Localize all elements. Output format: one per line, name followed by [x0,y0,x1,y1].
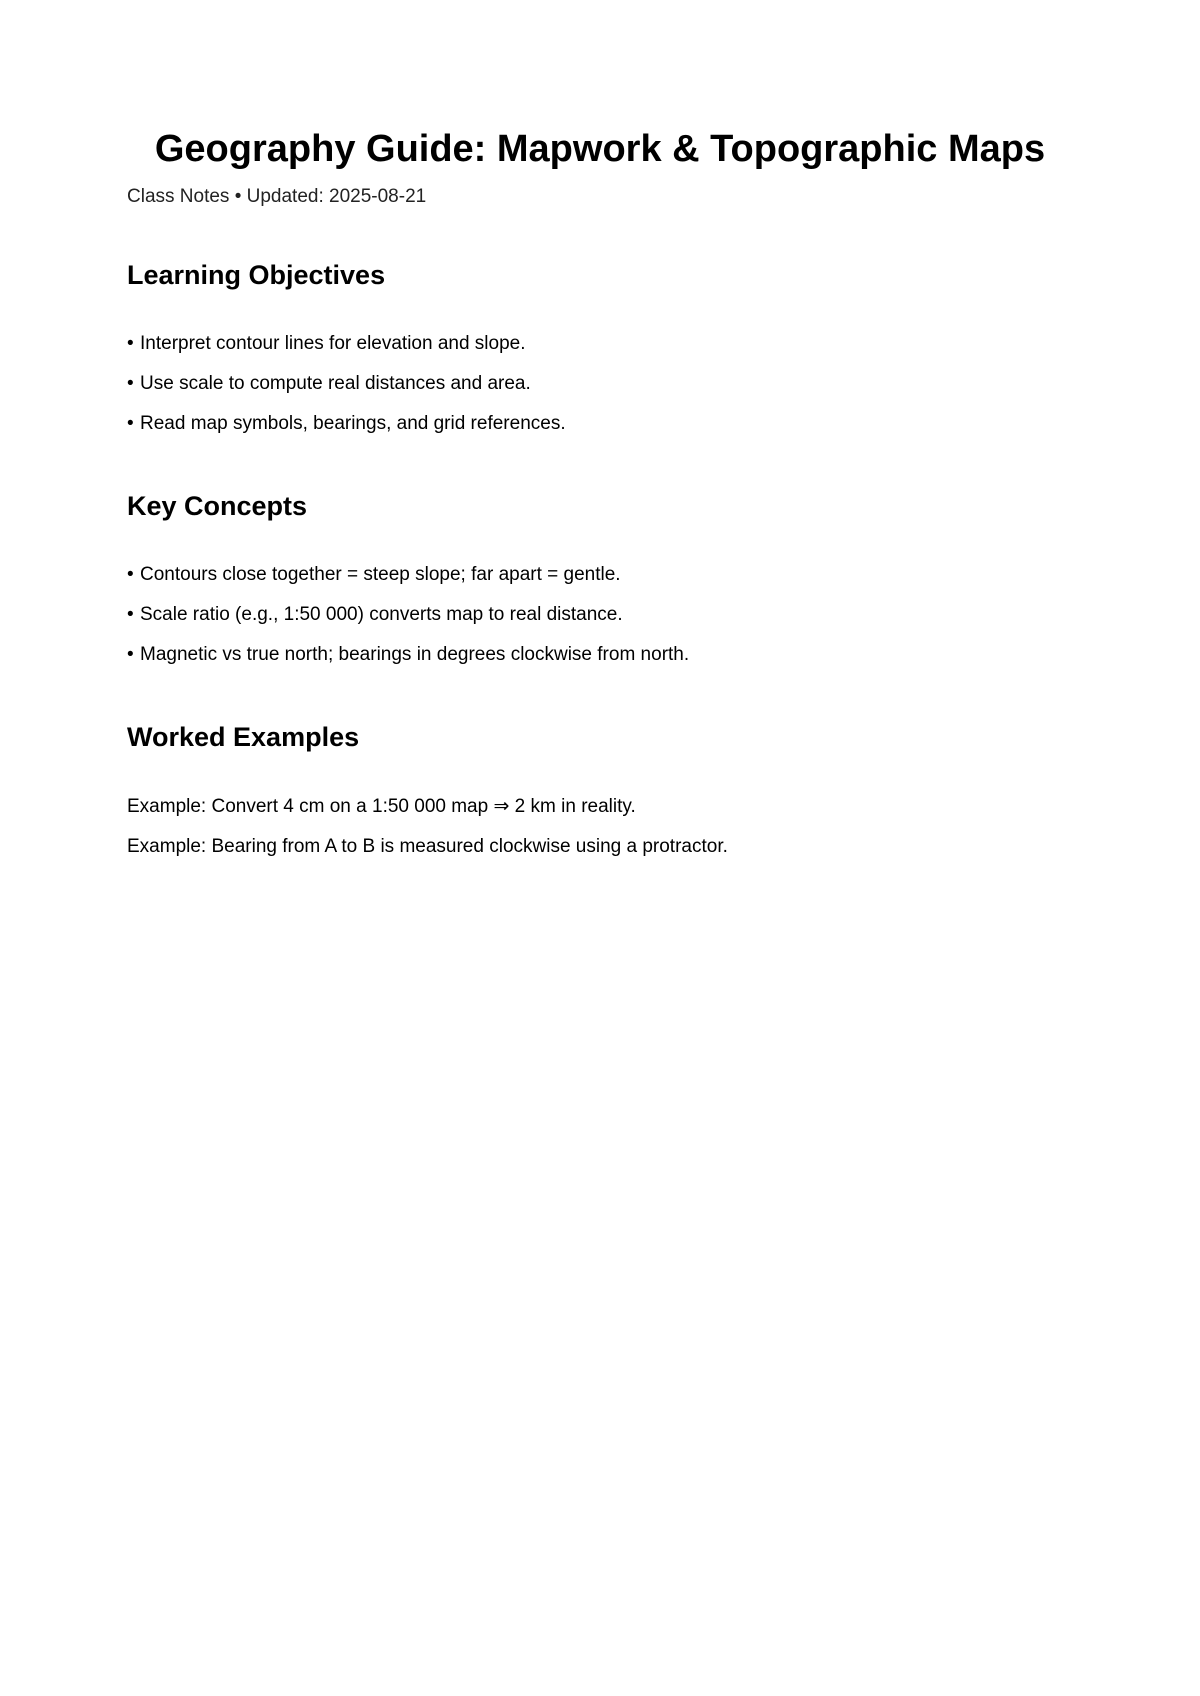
list-item [127,372,531,396]
example-line: Example: Convert 4 cm on a 1:50 000 map ⇒ 2 km in reality. [127,796,636,817]
page-title: Geography Guide: Mapwork & Topographic Maps [154,128,1046,170]
list-item-text: Read map symbols, bearings, and grid references. [140,413,566,434]
list-item [127,412,566,436]
list-item-text: Magnetic vs true north; bearings in degrees clockwise from north. [140,644,690,665]
section-heading-learning-objectives: Learning Objectives [127,260,386,290]
list-item [127,643,689,667]
bullet-icon: • [127,413,134,434]
bullet-icon: • [127,333,134,354]
list-item [127,603,623,627]
section-heading-worked-examples: Worked Examples [127,722,360,752]
list-item-text: Contours close together = steep slope; far apart = gentle. [140,564,621,585]
example-line: Example: Bearing from A to B is measured clockwise using a protractor. [127,836,728,857]
bullet-icon: • [127,604,134,625]
bullet-icon: • [127,373,134,394]
section-heading-key-concepts: Key Concepts [127,491,308,521]
list-item-text: Use scale to compute real distances and area. [140,373,531,394]
page-subtitle: Class Notes • Updated: 2025-08-21 [127,186,427,207]
list-item-text: Interpret contour lines for elevation and slope. [140,333,526,354]
list-item [127,563,621,587]
list-item [127,332,526,356]
list-item-text: Scale ratio (e.g., 1:50 000) converts map to real distance. [140,604,623,625]
bullet-icon: • [127,564,134,585]
bullet-icon: • [127,644,134,665]
